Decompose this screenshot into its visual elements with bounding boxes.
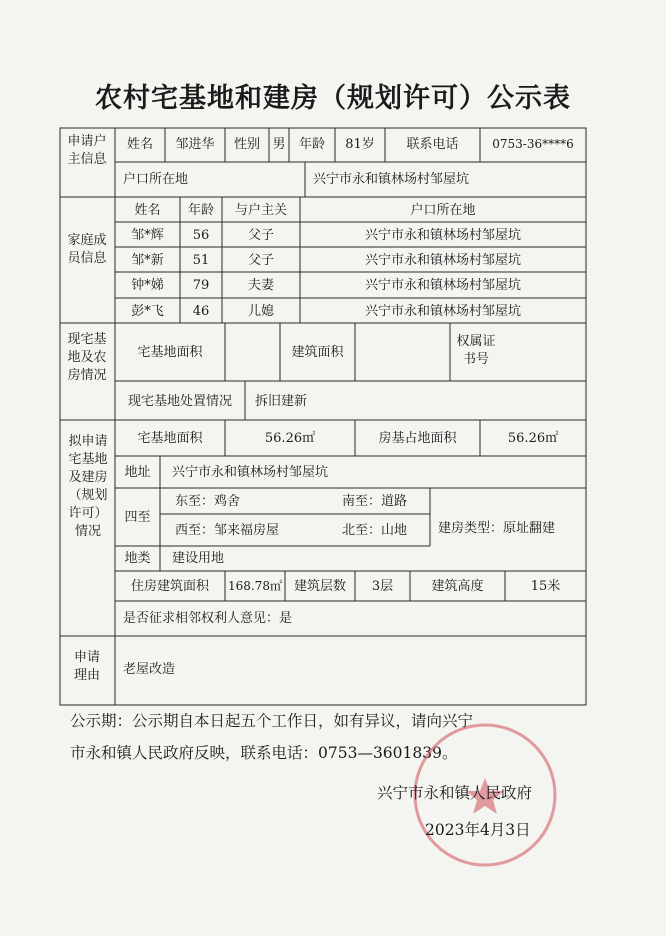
notice-line-1: 公示期：公示期自本日起五个工作日，如有异议，请向兴宁 (70, 712, 474, 730)
issuing-org: 兴宁市永和镇人民政府 (377, 784, 533, 802)
residential-area-label: 住房建筑面积 (130, 579, 209, 594)
residential-area: 168.78㎡ (228, 579, 282, 593)
floors-value: 3层 (371, 579, 394, 594)
disposal-label: 现宅基地处置情况 (127, 394, 232, 409)
name-label: 姓名 (126, 137, 153, 152)
proposed-land-area: 56.26㎡ (264, 431, 316, 446)
address-label: 地址 (124, 465, 151, 480)
land-class-label: 地类 (124, 551, 151, 566)
boundary-west: 西至：邹来福房屋 (175, 523, 280, 538)
build-type: 建房类型：原址翻建 (438, 521, 556, 536)
family-header-name: 姓名 (134, 203, 161, 218)
table-row-hukou: 兴宁市永和镇林场村邹屋坑 (364, 228, 521, 243)
table-row-hukou: 兴宁市永和镇林场村邹屋坑 (364, 253, 521, 268)
family-section-label: 家庭成员信息 (67, 233, 107, 266)
applicant-phone: 0753-36****6 (492, 137, 574, 151)
family-header-hukou: 户口所在地 (410, 203, 476, 218)
hukou-label: 户口所在地 (123, 172, 189, 187)
table-row-age: 79 (192, 278, 210, 293)
height-value: 15米 (530, 579, 561, 594)
applicant-gender: 男 (272, 137, 286, 152)
table-row-age: 51 (192, 253, 210, 268)
current-building-area-label: 建筑面积 (291, 345, 344, 360)
table-row-name: 彭*飞 (131, 304, 164, 319)
applicant-age: 81岁 (345, 137, 375, 152)
current-land-area-label: 宅基地面积 (137, 345, 203, 360)
cert-label: 权属证书号 (456, 334, 496, 367)
applicant-hukou: 兴宁市永和镇林场村邹屋坑 (313, 172, 470, 187)
family-header-relation: 与户主关 (234, 203, 287, 218)
disposal-value: 拆旧建新 (255, 394, 308, 409)
footprint-label: 房基占地面积 (378, 431, 457, 446)
page-title: 农村宅基地和建房（规划许可）公示表 (95, 83, 571, 114)
address-value: 兴宁市永和镇林场村邹屋坑 (172, 465, 329, 480)
applicant-name: 邹进华 (175, 137, 215, 152)
age-label: 年龄 (298, 137, 325, 152)
boundary-label: 四至 (124, 510, 151, 525)
table-row-relation: 夫妻 (247, 278, 274, 293)
table-row-hukou: 兴宁市永和镇林场村邹屋坑 (364, 278, 521, 293)
reason-text: 老屋改造 (123, 662, 176, 677)
issue-date: 2023年4月3日 (425, 821, 531, 839)
proposed-section-label: 拟申请宅基地及建房（规划许可）情况 (68, 434, 108, 539)
floors-label: 建筑层数 (293, 579, 346, 594)
table-row-age: 46 (192, 304, 210, 319)
current-section-label: 现宅基地及农房情况 (67, 332, 107, 383)
applicant-section-label: 申请户主信息 (67, 134, 107, 167)
boundary-east: 东至：鸡舍 (175, 494, 241, 509)
land-class-value: 建设用地 (172, 551, 225, 566)
footprint-value: 56.26㎡ (507, 431, 559, 446)
reason-section-label: 申请理由 (73, 650, 100, 683)
table-row-relation: 父子 (247, 228, 274, 243)
table-row-name: 邹*辉 (131, 228, 164, 243)
gender-label: 性别 (233, 137, 260, 152)
consult-neighbors: 是否征求相邻权利人意见：是 (123, 611, 293, 626)
family-header-age: 年龄 (187, 203, 214, 218)
phone-label: 联系电话 (406, 137, 459, 152)
table-row-relation: 父子 (247, 253, 274, 268)
table-row-name: 钟*娣 (131, 278, 164, 293)
notice-line-2: 市永和镇人民政府反映，联系电话：0753—3601839。 (70, 744, 458, 762)
height-label: 建筑高度 (431, 579, 484, 594)
table-row-relation: 儿媳 (247, 304, 274, 319)
table-row-age: 56 (192, 228, 210, 243)
table-row-hukou: 兴宁市永和镇林场村邹屋坑 (364, 304, 521, 319)
boundary-north: 北至：山地 (342, 523, 408, 538)
table-row-name: 邹*新 (131, 253, 164, 268)
boundary-south: 南至：道路 (342, 494, 408, 509)
proposed-land-area-label: 宅基地面积 (137, 431, 203, 446)
